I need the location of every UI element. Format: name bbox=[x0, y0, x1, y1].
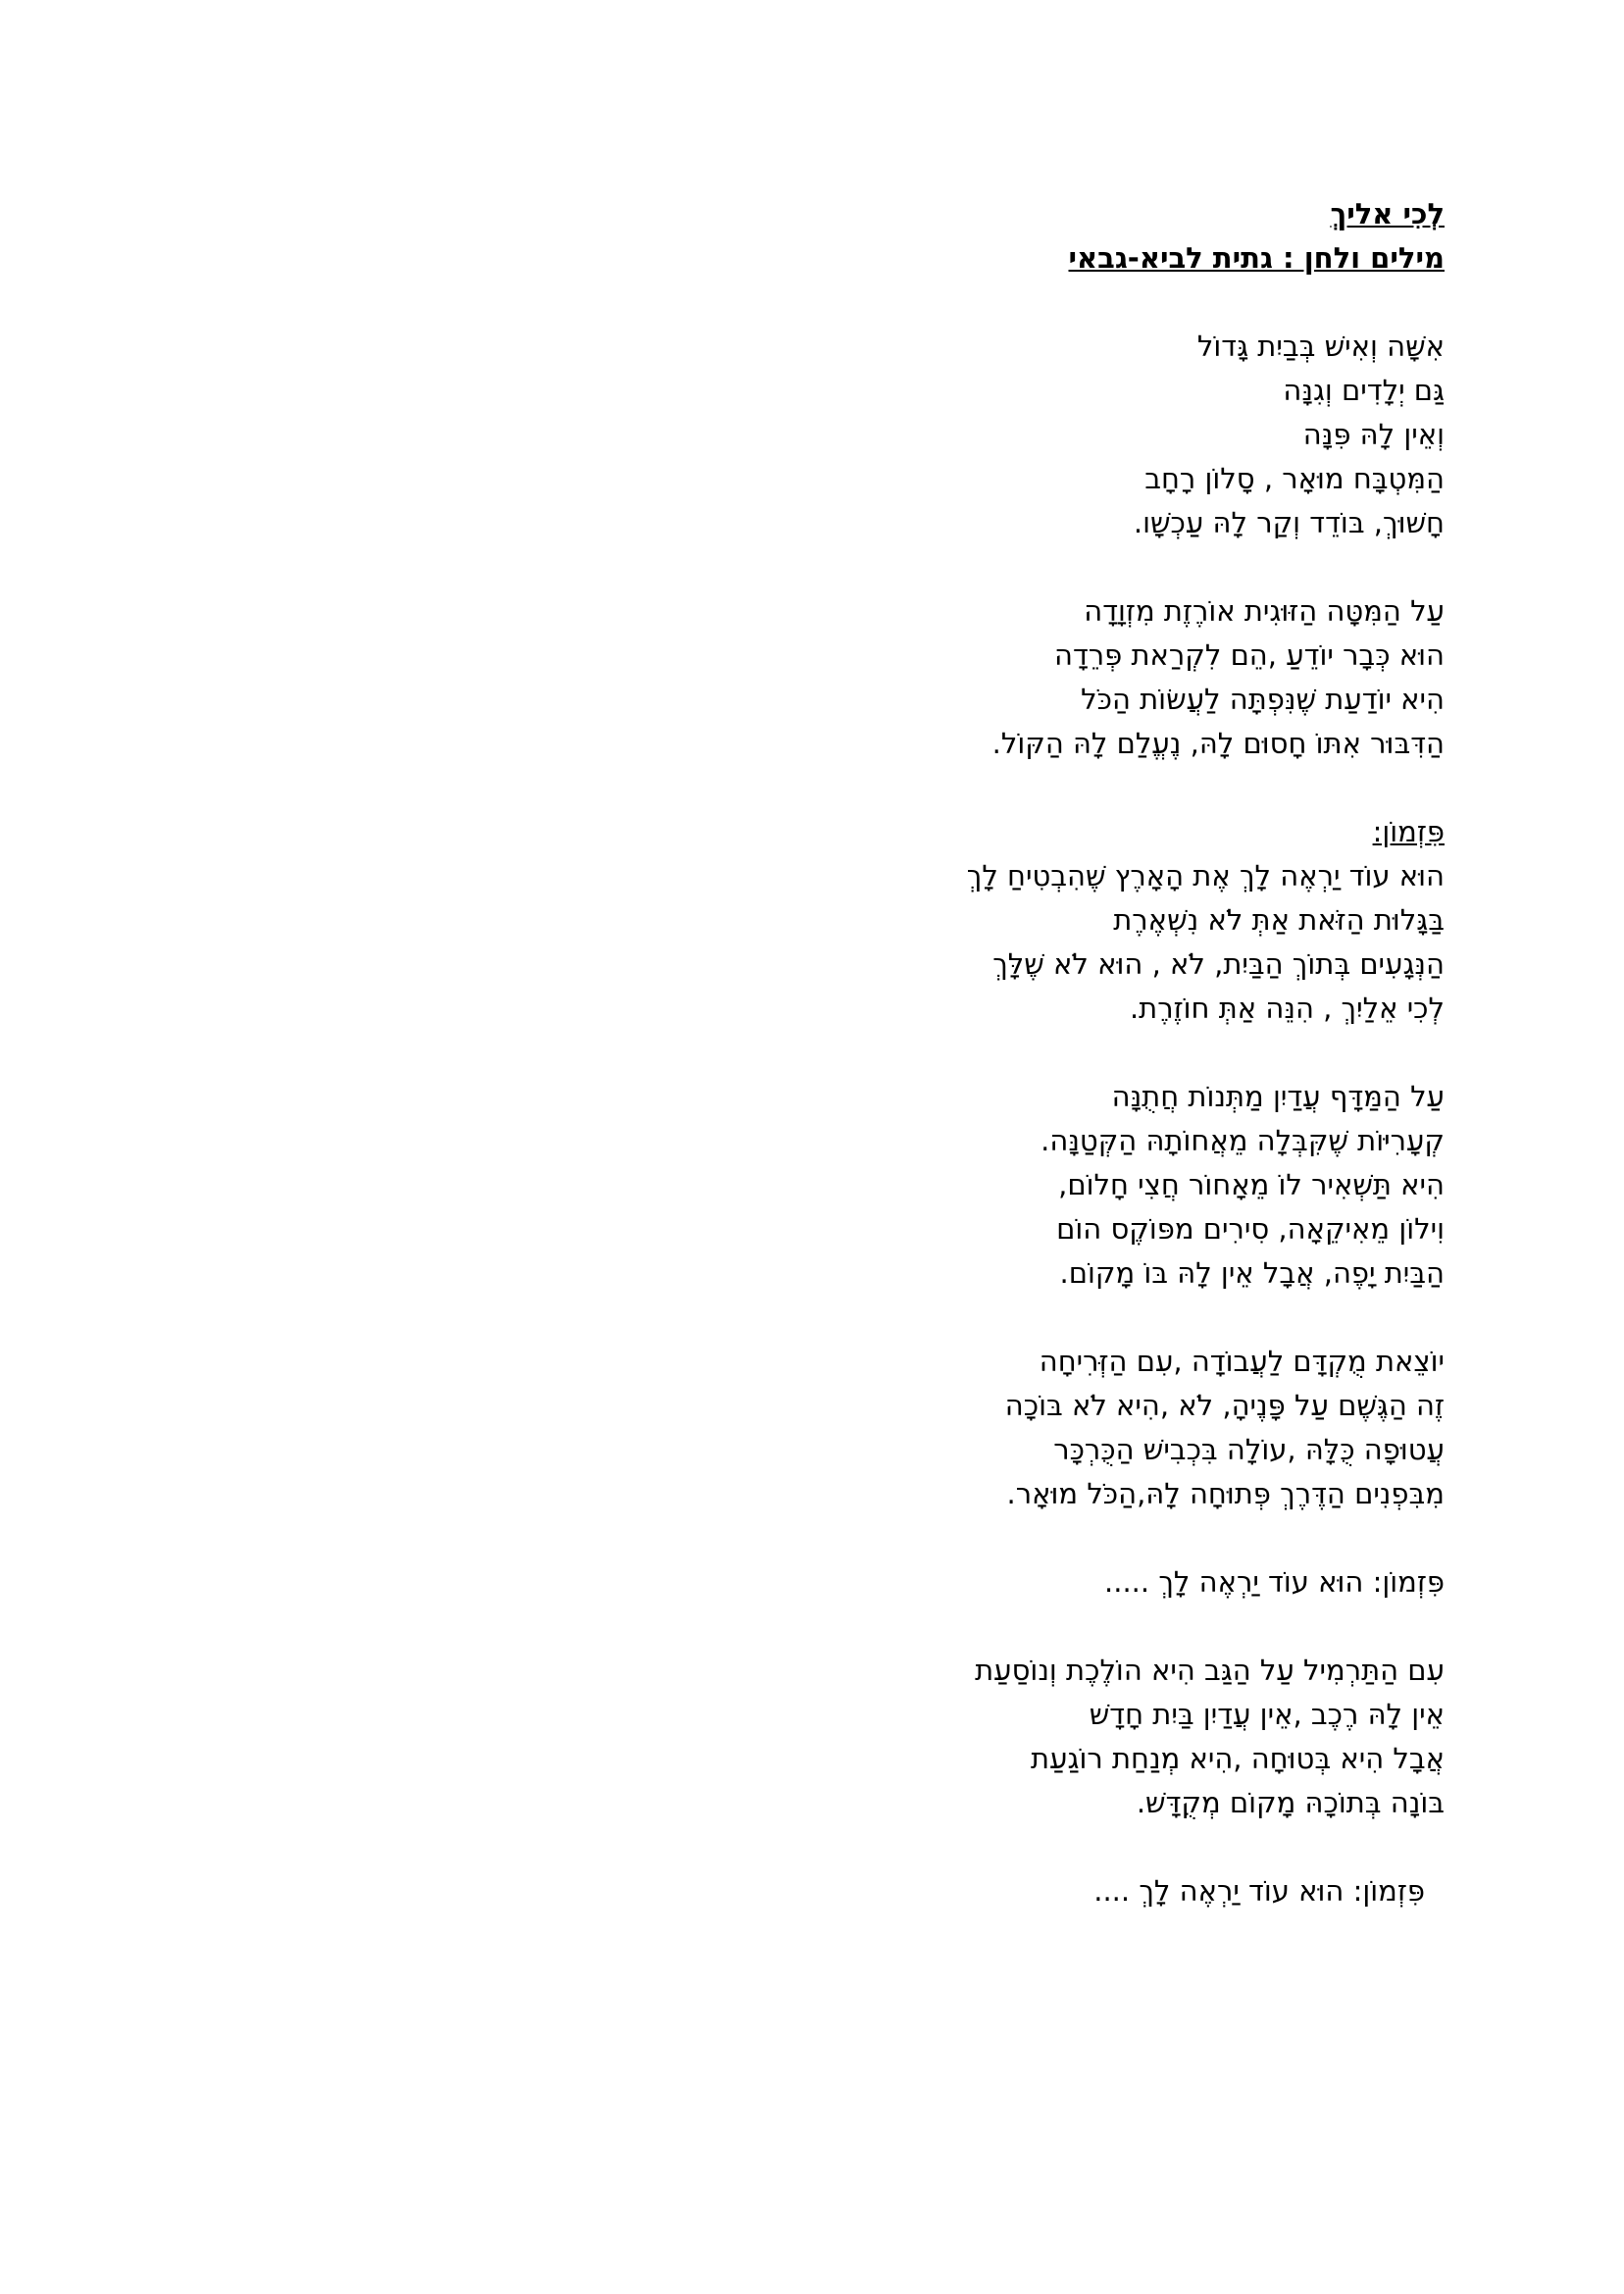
chorus-reference-1 bbox=[562, 1560, 1445, 1605]
song-credits: מילים ולחן : גתית לביא-גבאי bbox=[1068, 241, 1445, 275]
lyric-line: הוּא עוֹד יַרְאֶה לָךְ אֶת הָאָרֶץ שֶׁהִבְטִיחַ לָךְ bbox=[966, 859, 1445, 892]
lyric-line: וְאֵין לָהּ פִּנָּה bbox=[1302, 418, 1445, 451]
chorus-label-line bbox=[562, 810, 1445, 854]
lyric-line: עַל הַמַּדָּף עֲדַיִן מַתְּנוֹת חֲתֻנָּה bbox=[1111, 1080, 1445, 1113]
lyric-line: לְכִי אֵלַיִךְ , הִנֵּה אַתְּ חוֹזֶרֶת. bbox=[1129, 992, 1445, 1025]
lyric-line: הִיא יוֹדַעַת שֶׁנִּפְתָּה לַעֲשׂוֹת הַכֹּל bbox=[1081, 683, 1445, 716]
lyric-line: חָשׁוּךְ, בּוֹדֵד וְקַר לָהּ עַכְשָׁו. bbox=[1133, 506, 1445, 539]
lyric-line: עֲטוּפָה כֻּלָּהּ ,עוֹלָה בִּכְבִישׁ הַכֻּרְכָּר bbox=[1053, 1433, 1445, 1466]
lyric-line: אֲבָל הִיא בְּטוּחָה ,הִיא מְנַחַת רוֹגַעַת bbox=[1031, 1742, 1445, 1775]
song-title: לְכִי אליךְ bbox=[1330, 197, 1445, 230]
lyric-line: הַנְּגָעִים בְּתוֹךְ הַבַּיִת, לֹא , הוּא לֹא שֶׁלָּךְ bbox=[992, 947, 1445, 981]
lyric-line: הִיא תַּשְׁאִיר לוֹ מֵאָחוֹר חֲצִי חָלוֹם, bbox=[1058, 1168, 1445, 1201]
stanza-1 bbox=[562, 325, 1445, 545]
lyric-line: עַל הַמִּטָּה הַזּוּגִית אוֹרֶזֶת מִזְוָדָה bbox=[1084, 594, 1445, 628]
lyric-line: הוּא כְּבָר יוֹדֵעַ ,הֵם לִקְרַאת פְּרֵדָה bbox=[1054, 638, 1445, 672]
chorus bbox=[562, 810, 1445, 1031]
chorus-reference-line: פִּזְמוֹן: הוּא עוֹד יַרְאֶה לָךְ ..... bbox=[1104, 1565, 1445, 1599]
lyric-line: קְעָרִיּוֹת שֶׁקִּבְּלָה מֵאֲחוֹתָהּ הַקְּטַנָּה. bbox=[1040, 1124, 1445, 1157]
lyric-line: גַּם יְלָדִים וְגִנָּה bbox=[1283, 374, 1445, 407]
chorus-reference-2 bbox=[562, 1869, 1445, 1913]
chorus-reference-line: פִּזְמוֹן: הוּא עוֹד יַרְאֶה לָךְ .... bbox=[1093, 1874, 1425, 1908]
lyric-line: וִילוֹן מֵאִיקֵאָה, סִירִים מפּוֹקֶס הוֹם bbox=[1056, 1212, 1445, 1246]
stanza-4 bbox=[562, 1340, 1445, 1516]
lyric-line: זֶה הַגֶּשֶׁם עַל פָּנֶיהָ, לֹא ,הִיא לֹא בּוֹכָה bbox=[1004, 1389, 1445, 1422]
lyric-line: בּוֹנָה בְּתוֹכָהּ מָקוֹם מְקֻדָּשׁ. bbox=[1136, 1786, 1445, 1819]
lyric-line: אִשָּׁה וְאִישׁ בְּבַיִת גָּדוֹל bbox=[1196, 330, 1445, 363]
lyric-line: הַדִּבּוּר אִתּוֹ חָסוּם לָהּ, נֶעֱלַם לָהּ הַקּוֹל. bbox=[991, 727, 1445, 760]
stanza-2 bbox=[562, 589, 1445, 766]
lyric-line: עִם הַתַּרְמִיל עַל הַגַּב הִיא הוֹלֶכֶת וְנוֹסַעַת bbox=[975, 1654, 1445, 1687]
lyric-line: אֵין לָהּ רֶכֶב ,אֵין עֲדַיִן בַּיִת חָדָשׁ bbox=[1089, 1698, 1445, 1731]
spacer bbox=[562, 280, 1445, 325]
lyric-line: בַּגָּלוּת הַזֹּאת אַתְּ לֹא נִשְׁאֶרֶת bbox=[1113, 903, 1445, 937]
lyric-line: יוֹצֵאת מֻקְדָּם לַעֲבוֹדָה ,עִם הַזְּרִיחָה bbox=[1039, 1345, 1445, 1378]
chorus-label: פִּזְמוֹן: bbox=[1372, 815, 1445, 848]
lyric-line: הַבַּיִת יָפֶה, אֲבָל אֵין לָהּ בּוֹ מָקוֹם. bbox=[1059, 1256, 1445, 1290]
stanza-3 bbox=[562, 1075, 1445, 1296]
stanza-5 bbox=[562, 1649, 1445, 1825]
lyric-line: הַמִּטְבָּח מוּאָר , סָלוֹן רָחָב bbox=[1144, 462, 1445, 495]
song-column bbox=[562, 192, 1445, 1958]
lyric-line: מִבִּפְנִים הַדֶּרֶךְ פְּתוּחָה לָהּ,הַכֹּל מוּאָר. bbox=[1006, 1477, 1445, 1510]
